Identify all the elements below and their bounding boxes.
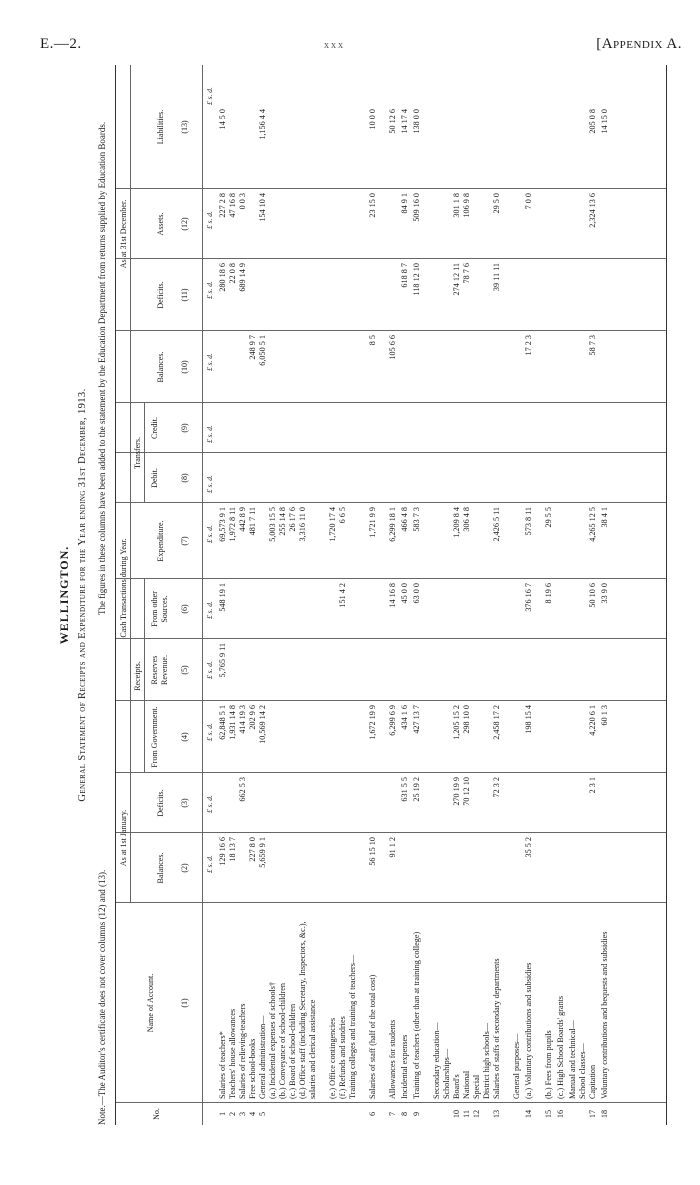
col-balances10-header: Balances. (156, 351, 165, 383)
col-n6-number: (6) (180, 604, 189, 614)
row-number: 16 (556, 1109, 565, 1119)
row-number: 7 (388, 1111, 397, 1117)
amount-c7: 38 4 1 (600, 507, 609, 528)
amount-c7: 583 7 3 (412, 507, 421, 532)
amount-c12: 509 16 0 (412, 193, 421, 222)
account-name: Incidental expenses (400, 1034, 409, 1099)
col-liabilities-header: Liabilities. (156, 109, 165, 145)
row-number: 6 (368, 1111, 377, 1117)
row-number: 12 (472, 1109, 481, 1119)
account-name: (c.) Board of school-children (288, 1003, 297, 1099)
unit-label: £ s. d. (205, 87, 214, 105)
amount-c4: 1,931 14 8 (228, 705, 237, 740)
amount-c6: 45 0 0 (400, 583, 409, 604)
amount-c12: 84 9 1 (400, 193, 409, 214)
row-number: 17 (588, 1109, 597, 1119)
header-divider (130, 65, 131, 403)
col-n8-number: (8) (180, 473, 189, 483)
amount-c4: 298 10 0 (462, 705, 471, 734)
amount-c7: 306 4 8 (462, 507, 471, 532)
col-no-header: No. (152, 1108, 161, 1120)
amount-c10: 58 7 3 (588, 335, 597, 356)
statement-title: General Statement of Receipts and Expenditure for the Year ending 31st December, 1913. (77, 388, 88, 802)
amount-c11: 274 12 11 (452, 263, 461, 296)
account-name: Training colleges and training of teachers— (348, 954, 357, 1099)
amount-c7: 1,209 8 4 (452, 507, 461, 538)
amount-c7: 26 17 6 (288, 507, 297, 532)
amount-c7: 1,720 17 4 (328, 507, 337, 542)
amount-c4: 1,672 19 9 (368, 705, 377, 740)
amount-c13: 50 12 6 (388, 109, 397, 134)
col-n12-number: (12) (180, 217, 189, 231)
city-title: WELLINGTON. (57, 545, 71, 645)
col-n3-number: (3) (180, 798, 189, 808)
amount-c4: 427 13 7 (412, 705, 421, 734)
amount-c3: 25 19 2 (412, 777, 421, 802)
rotated-statement (55, 65, 670, 1125)
amount-c7: 481 7 11 (248, 507, 257, 536)
column-divider (116, 502, 666, 503)
account-name: Scholarships— (442, 1048, 451, 1099)
amount-c12: 154 10 4 (258, 193, 267, 222)
account-name: (a.) Voluntary contributions and subsidies (524, 962, 533, 1099)
unit-label: £ s. d. (205, 795, 214, 813)
amount-c4: 2,458 17 2 (492, 705, 501, 740)
header-divider (130, 773, 131, 903)
col-debit-header: Debit. (150, 468, 159, 488)
account-name: National (462, 1070, 471, 1099)
col-n7-number: (7) (180, 536, 189, 546)
amount-c4: 4,220 6 1 (588, 705, 597, 736)
amount-c10: 17 2 3 (524, 335, 533, 356)
amount-c10: 248 9 7 (248, 335, 257, 360)
col-n4-number: (4) (180, 732, 189, 742)
row-number: 8 (400, 1111, 409, 1117)
amount-c11: 22 0 8 (228, 263, 237, 284)
row-number: 14 (524, 1109, 533, 1119)
account-name: General purposes— (512, 1033, 521, 1099)
amount-c4: 202 9 6 (248, 705, 257, 730)
amount-c4: 198 15 4 (524, 705, 533, 734)
row-number: 15 (544, 1109, 553, 1119)
row-number: 1 (218, 1111, 227, 1117)
amount-c4: 1,205 15 2 (452, 705, 461, 740)
amount-c2: 18 13 7 (228, 837, 237, 862)
col-n5-number: (5) (180, 665, 189, 675)
appendix-ref: [Appendix A. (596, 36, 682, 52)
unit-label: £ s. d. (205, 281, 214, 299)
amount-c2: 5,659 9 1 (258, 837, 267, 868)
amount-c7: 1,972 8 11 (228, 507, 237, 542)
amount-c7: 69,573 9 1 (218, 507, 227, 542)
col-n11-number: (11) (180, 288, 189, 302)
account-name: School classes— (578, 1043, 587, 1099)
amount-c13: 1,156 4 4 (258, 109, 267, 140)
col-reserves-header: Reserves Revenue. (150, 655, 169, 685)
account-name: Manual and technical— (568, 1020, 577, 1099)
account-name: (a.) Incidental expenses of schools† (268, 981, 277, 1099)
unit-label: £ s. d. (205, 601, 214, 619)
unit-label: £ s. d. (205, 425, 214, 443)
column-divider (116, 832, 666, 833)
amount-c12: 29 5 0 (492, 193, 501, 214)
transfers-header: Transfers. (133, 437, 142, 469)
row-number: 9 (412, 1111, 421, 1117)
amount-c13: 14 5 0 (218, 109, 227, 130)
header-divider (144, 579, 145, 773)
amount-c6: 33 9 0 (600, 583, 609, 604)
amount-c11: 618 8 7 (400, 263, 409, 288)
amount-c3: 72 3 2 (492, 777, 501, 798)
col-deficits3-header: Deficits. (156, 789, 165, 817)
amount-c13: 138 0 0 (412, 109, 421, 134)
amount-c13: 14 17 4 (400, 109, 409, 134)
amount-c3: 70 12 10 (462, 777, 471, 806)
row-number: 11 (462, 1110, 471, 1118)
account-name: Salaries of staffs of secondary departments (492, 958, 501, 1099)
amount-c4: 434 1 6 (400, 705, 409, 730)
amount-c10: 105 6 6 (388, 335, 397, 360)
amount-c3: 662 5 3 (238, 777, 247, 802)
amount-c12: 23 15 0 (368, 193, 377, 218)
amount-c2: 56 15 10 (368, 837, 377, 866)
amount-c6: 8 19 6 (544, 583, 553, 604)
amount-c6: 151 4 2 (338, 583, 347, 608)
row-number: 10 (452, 1109, 461, 1119)
amount-c4: 10,569 14 2 (258, 705, 267, 744)
col-other-header: From other Sources. (150, 591, 169, 627)
amount-c3: 631 5 5 (400, 777, 409, 802)
amount-c6: 63 0 0 (412, 583, 421, 604)
row-number: 18 (600, 1109, 609, 1119)
statement-table (115, 65, 667, 1125)
auditor-note: Note.—The Auditor's certificate does not cover columns (12) and (13). (97, 869, 107, 1125)
col-n10-number: (10) (180, 360, 189, 374)
amount-c13: 10 0 0 (368, 109, 377, 130)
row-number: 3 (238, 1111, 247, 1117)
account-name: Salaries of teachers* (218, 1031, 227, 1099)
col-balances2-header: Balances. (156, 852, 165, 884)
header-divider (144, 403, 145, 503)
col-expenditure-header: Expenditure. (156, 520, 165, 562)
amount-c5: 5,765 9 11 (218, 643, 227, 678)
amount-c12: 106 9 8 (462, 193, 471, 218)
account-name: (c.) High School Boards' grants (556, 995, 565, 1099)
as-at-december-header: As at 31st December. (119, 199, 128, 269)
amount-c3: 270 19 9 (452, 777, 461, 806)
account-name: (d.) Office staff (including Secretary, Inspectors, &c.), salaries and clerical assistance (298, 921, 317, 1099)
amount-c7: 6 6 5 (338, 507, 347, 524)
unit-label: £ s. d. (205, 855, 214, 873)
account-name: Board's (452, 1074, 461, 1099)
amount-c7: 29 5 5 (544, 507, 553, 528)
header-divider (130, 403, 131, 773)
amount-c4: 414 19 3 (238, 705, 247, 734)
amount-c12: 2,324 13 6 (588, 193, 597, 228)
amount-c11: 280 18 6 (218, 263, 227, 292)
col-n13-number: (13) (180, 120, 189, 134)
amount-c4: 62,848 5 1 (218, 705, 227, 740)
amount-c2: 91 1 2 (388, 837, 397, 858)
col-assets-header: Assets. (156, 212, 165, 236)
amount-c11: 689 14 9 (238, 263, 247, 292)
amount-c10: 8 5 (368, 335, 377, 346)
column-divider (116, 330, 666, 331)
amount-c2: 35 5 2 (524, 837, 533, 858)
amount-c7: 4,265 12 5 (588, 507, 597, 542)
account-name: General administration— (258, 1015, 267, 1099)
cash-transactions-header: Cash Transactions during Year. (119, 538, 128, 638)
amount-c7: 255 14 8 (278, 507, 287, 536)
amount-c7: 466 4 8 (400, 507, 409, 532)
amount-c6: 376 16 7 (524, 583, 533, 612)
col-n9-number: (9) (180, 423, 189, 433)
amount-c13: 205 0 8 (588, 109, 597, 134)
amount-c6: 50 10 6 (588, 583, 597, 608)
amount-c7: 6,299 18 1 (388, 507, 397, 542)
unit-label: £ s. d. (205, 475, 214, 493)
amount-c4: 60 1 3 (600, 705, 609, 726)
account-name: (e.) Office contingencies (328, 1017, 337, 1099)
col-from_gov-header: From Government. (150, 706, 159, 768)
amount-c2: 227 8 0 (248, 837, 257, 862)
amount-c12: 301 1 8 (452, 193, 461, 218)
amount-c12: 47 16 8 (228, 193, 237, 218)
amount-c12: 7 0 0 (524, 193, 533, 210)
column-divider (116, 1102, 666, 1103)
amount-c2: 129 16 6 (218, 837, 227, 866)
row-number: 2 (228, 1111, 237, 1117)
amount-c12: 0 0 3 (238, 193, 247, 210)
unit-label: £ s. d. (205, 211, 214, 229)
amount-c7: 5,003 15 5 (268, 507, 277, 542)
account-name: Teachers' house allowances (228, 1008, 237, 1099)
account-name: Free school-books (248, 1038, 257, 1099)
row-number: 13 (492, 1109, 501, 1119)
header-divider (202, 65, 203, 1125)
account-name: District high schools— (482, 1023, 491, 1099)
col-name-header: Name of Account. (146, 973, 155, 1033)
amount-c7: 1,721 9 9 (368, 507, 377, 538)
receipts-header: Receipts. (133, 661, 142, 691)
unit-label: £ s. d. (205, 353, 214, 371)
unit-label: £ s. d. (205, 661, 214, 679)
account-name: Special (472, 1074, 481, 1099)
account-name: Voluntary contributions and bequests and subsidies (600, 931, 609, 1099)
col-deficits11-header: Deficits. (156, 281, 165, 309)
amount-c7: 573 8 11 (524, 507, 533, 536)
amount-c11: 39 11 11 (492, 263, 501, 292)
unit-label: £ s. d. (205, 525, 214, 543)
amount-c6: 14 16 8 (388, 583, 397, 608)
amount-c12: 227 2 8 (218, 193, 227, 218)
column-divider (116, 258, 666, 259)
amount-c7: 442 8 9 (238, 507, 247, 532)
account-name: (b.) Conveyance of school-children (278, 983, 287, 1099)
row-number: 4 (248, 1111, 257, 1117)
amount-c11: 78 7 6 (462, 263, 471, 284)
figures-note: The figures in these columns have been added to the statement by the Education Department from returns supplied by Education Boards. (97, 121, 107, 615)
amount-c7: 2,426 5 11 (492, 507, 501, 542)
amount-c4: 6,299 6 9 (388, 705, 397, 736)
column-divider (116, 700, 666, 701)
account-name: Training of teachers (other than at training college) (412, 931, 421, 1099)
account-name: Secondary education— (432, 1022, 441, 1099)
unit-label: £ s. d. (205, 723, 214, 741)
col-credit-header: Credit. (150, 417, 159, 439)
col-name-number: (1) (180, 998, 189, 1008)
account-name: (b.) Fees from pupils (544, 1030, 553, 1099)
as-at-january-header: As at 1st January. (119, 809, 128, 867)
amount-c3: 2 3 1 (588, 777, 597, 794)
account-name: Salaries of relieving-teachers (238, 1003, 247, 1099)
account-name: (f.) Refunds and sundries (338, 1016, 347, 1099)
amount-c11: 118 12 10 (412, 263, 421, 296)
account-name: Allowances for students (388, 1019, 397, 1099)
page-ref-left: E.—2. (40, 36, 82, 52)
col-n2-number: (2) (180, 863, 189, 873)
page-number: xxx (324, 40, 345, 51)
amount-c6: 548 19 1 (218, 583, 227, 612)
column-divider (116, 452, 666, 453)
amount-c7: 3,316 11 0 (298, 507, 307, 542)
account-name: Capitation (588, 1064, 597, 1099)
amount-c13: 14 15 0 (600, 109, 609, 134)
amount-c10: 6,050 5 1 (258, 335, 267, 366)
row-number: 5 (258, 1111, 267, 1117)
account-name: Salaries of staff (half of the total cost) (368, 974, 377, 1099)
